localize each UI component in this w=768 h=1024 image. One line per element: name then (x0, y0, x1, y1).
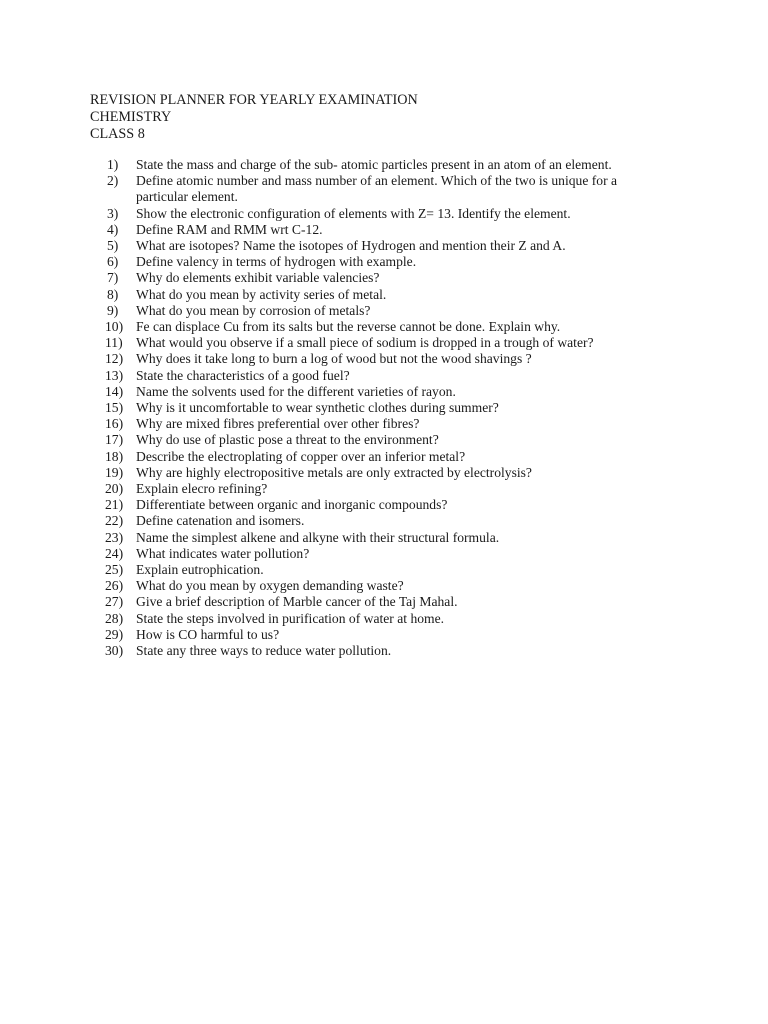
question-text: State any three ways to reduce water pollution. (136, 643, 392, 659)
document-title: REVISION PLANNER FOR YEARLY EXAMINATION (90, 92, 418, 108)
question-number: 22) (105, 513, 124, 529)
question-text: How is CO harmful to us? (136, 626, 280, 642)
question-number: 14) (105, 383, 124, 399)
question-number: 1) (107, 157, 119, 172)
question-text: Why do elements exhibit variable valencies? (136, 270, 380, 286)
question-item (107, 206, 627, 222)
question-number: 11) (105, 335, 123, 351)
question-text: State the steps involved in purification of water at home. (136, 610, 445, 626)
question-number: 9) (107, 302, 119, 318)
question-number: 29) (105, 626, 124, 642)
question-text: State the mass and charge of the sub- atomic particles present in an atom of an element. (136, 157, 612, 172)
question-number: 30) (105, 643, 124, 659)
question-text: What do you mean by oxygen demanding waste? (136, 578, 404, 594)
question-text: Why is it uncomfortable to wear synthetic clothes during summer? (136, 400, 499, 416)
question-number: 27) (105, 594, 124, 610)
question-item (107, 173, 627, 205)
question-text: What do you mean by activity series of metal. (136, 286, 387, 302)
question-text: What would you observe if a small piece of sodium is dropped in a trough of water? (136, 335, 594, 351)
question-number: 23) (105, 529, 124, 545)
question-text: Define RAM and RMM wrt C-12. (136, 221, 323, 237)
question-item (107, 416, 627, 432)
question-item (107, 643, 627, 659)
question-item (107, 578, 627, 594)
question-item (107, 254, 627, 270)
subject-label: CHEMISTRY (90, 109, 172, 125)
question-item (107, 335, 627, 351)
question-text: Define atomic number and mass number of an element. Which of the two is unique for a particular element. (136, 173, 618, 205)
question-text: Explain eutrophication. (136, 562, 264, 578)
question-list (107, 157, 627, 659)
question-item (107, 400, 627, 416)
question-number: 8) (107, 286, 119, 302)
question-number: 20) (105, 481, 124, 497)
question-text: Name the solvents used for the different varieties of rayon. (136, 383, 456, 399)
question-number: 4) (107, 221, 119, 237)
question-item (107, 157, 627, 173)
question-text: Why do use of plastic pose a threat to the environment? (136, 432, 439, 448)
question-item (107, 513, 627, 529)
question-item (107, 303, 627, 319)
question-item (107, 611, 627, 627)
question-number: 5) (107, 238, 119, 254)
question-text: Give a brief description of Marble cancer of the Taj Mahal. (136, 594, 458, 610)
question-number: 2) (107, 173, 119, 189)
question-text: Define valency in terms of hydrogen with example. (136, 254, 417, 270)
question-number: 13) (105, 367, 124, 383)
question-item (107, 530, 627, 546)
question-text: Fe can displace Cu from its salts but the reverse cannot be done. Explain why. (136, 319, 561, 335)
question-text: Differentiate between organic and inorganic compounds? (136, 497, 448, 513)
question-text: Describe the electroplating of copper over an inferior metal? (136, 448, 466, 464)
question-text: State the characteristics of a good fuel? (136, 367, 350, 383)
class-label: CLASS 8 (90, 126, 145, 142)
question-number: 15) (105, 400, 124, 416)
question-number: 24) (105, 545, 124, 561)
question-item (107, 319, 627, 335)
question-text: Why are mixed fibres preferential over other fibres? (136, 416, 420, 432)
question-item (107, 270, 627, 286)
question-text: Why are highly electropositive metals are only extracted by electrolysis? (136, 464, 532, 480)
question-item (107, 238, 627, 254)
question-text: What are isotopes? Name the isotopes of Hydrogen and mention their Z and A. (136, 238, 566, 254)
question-text: What indicates water pollution? (136, 545, 310, 561)
question-number: 25) (105, 562, 124, 578)
question-item (107, 368, 627, 384)
question-number: 17) (105, 432, 124, 448)
question-item (107, 432, 627, 448)
question-number: 3) (107, 205, 119, 221)
question-text: Name the simplest alkene and alkyne with their structural formula. (136, 529, 500, 545)
question-item (107, 481, 627, 497)
question-number: 21) (105, 497, 124, 513)
question-item (107, 449, 627, 465)
question-text: Why does it take long to burn a log of wood but not the wood shavings ? (136, 351, 532, 367)
question-item (107, 351, 627, 367)
question-number: 10) (105, 319, 124, 335)
question-item (107, 562, 627, 578)
question-item (107, 287, 627, 303)
question-text: Define catenation and isomers. (136, 513, 305, 529)
question-number: 26) (105, 578, 124, 594)
question-number: 16) (105, 416, 124, 432)
question-item (107, 546, 627, 562)
question-item (107, 497, 627, 513)
question-number: 19) (105, 464, 124, 480)
question-text: What do you mean by corrosion of metals? (136, 302, 371, 318)
question-number: 28) (105, 610, 124, 626)
question-item (107, 384, 627, 400)
question-number: 12) (105, 351, 124, 367)
question-item (107, 222, 627, 238)
question-text: Explain elecro refining? (136, 481, 268, 497)
question-number: 7) (107, 270, 119, 286)
question-number: 18) (105, 448, 124, 464)
question-item (107, 594, 627, 610)
question-number: 6) (107, 254, 119, 270)
document-header (90, 92, 418, 143)
question-text: Show the electronic configuration of elements with Z= 13. Identify the element. (136, 205, 571, 221)
question-item (107, 627, 627, 643)
question-item (107, 465, 627, 481)
